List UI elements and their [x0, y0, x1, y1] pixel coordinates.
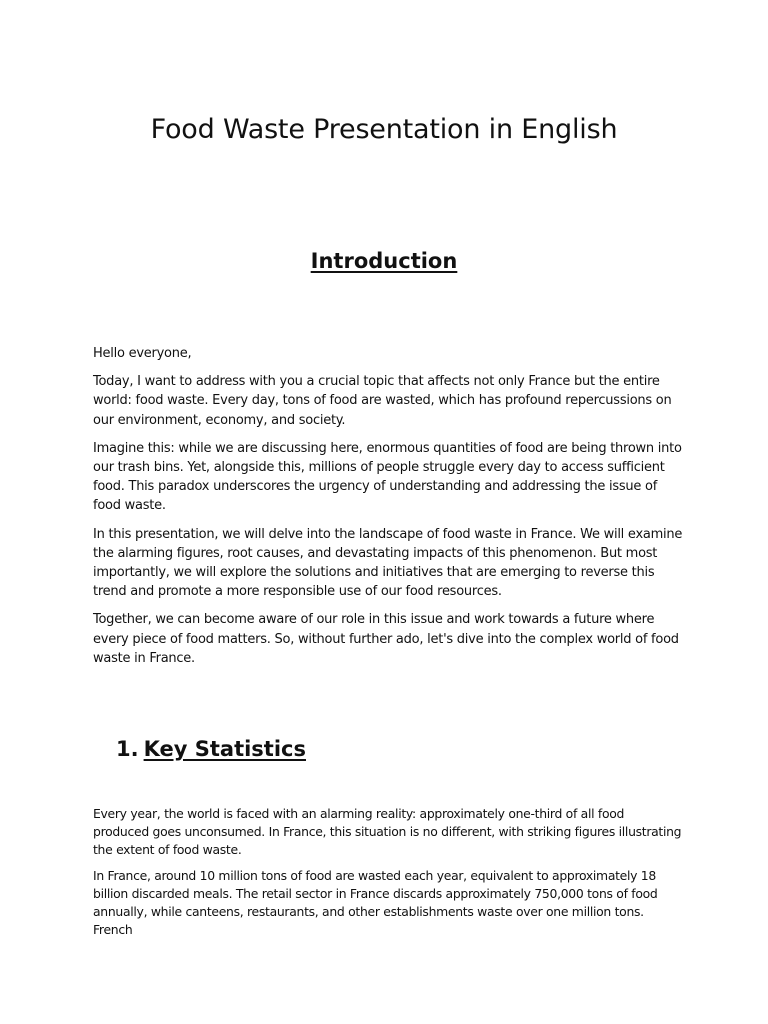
introduction-heading: Introduction	[310, 249, 458, 273]
introduction-paragraph: Hello everyone,	[93, 346, 192, 361]
key-statistics-heading	[116, 737, 306, 761]
statistics-paragraph: In France, around 10 million tons of food are wasted each year, equivalent to approximately 18 billion discarded meals. The retail sector in France discards approximately 750,000 tons of food annually, while canteens, restaurants, and other establishments waste over one million tons. French	[93, 868, 658, 937]
document-title: Food Waste Presentation in English	[150, 114, 618, 145]
section-number: 1.	[116, 737, 139, 761]
introduction-body	[93, 344, 683, 677]
introduction-paragraph: Today, I want to address with you a crucial topic that affects not only France but the entire world: food waste. Every day, tons of food are wasted, which has profound repercussions on our environment, economy, and society.	[93, 374, 672, 428]
introduction-paragraph: In this presentation, we will delve into the landscape of food waste in France. We will examine the alarming figures, root causes, and devastating impacts of this phenomenon. But most importantly, we will explore the solutions and initiatives that are emerging to reverse this trend and promote a more responsible use of our food resources.	[93, 526, 683, 600]
section-title: Key Statistics	[143, 737, 306, 761]
key-statistics-body	[93, 805, 683, 937]
introduction-paragraph: Imagine this: while we are discussing here, enormous quantities of food are being thrown into our trash bins. Yet, alongside this, millions of people struggle every day to access sufficient food. This paradox underscores the urgency of understanding and addressing the issue of food waste.	[93, 440, 682, 514]
introduction-paragraph: Together, we can become aware of our role in this issue and work towards a future where every piece of food matters. So, without further ado, let's dive into the complex world of food waste in France.	[93, 612, 679, 666]
statistics-paragraph: Every year, the world is faced with an alarming reality: approximately one-third of all food produced goes unconsumed. In France, this situation is no different, with striking figures illustrating the extent of food waste.	[93, 806, 682, 857]
